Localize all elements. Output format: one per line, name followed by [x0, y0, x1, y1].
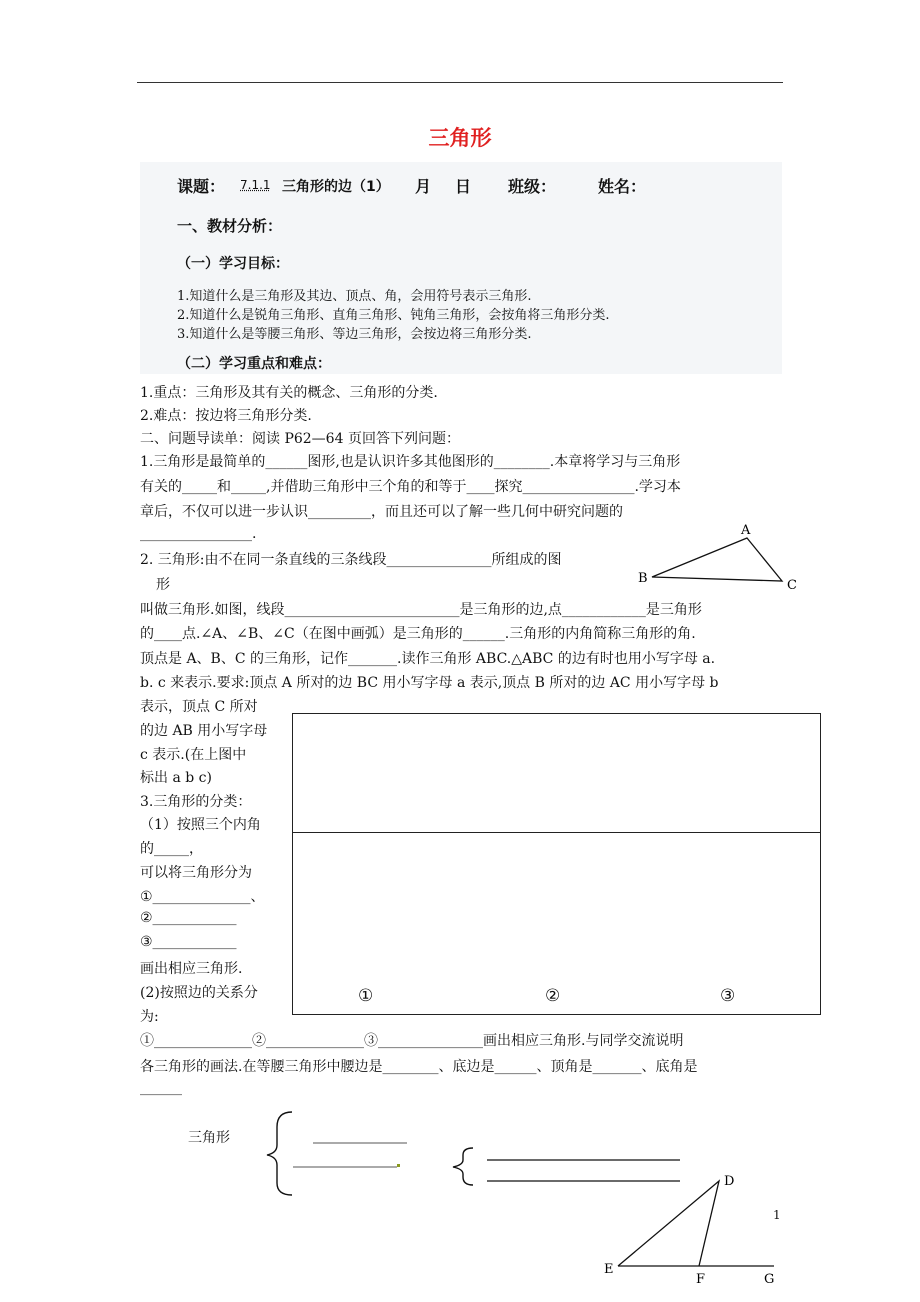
left-brace — [267, 1112, 292, 1195]
drawing-box[interactable] — [292, 713, 821, 1015]
student-name-label: 姓名： — [598, 177, 647, 196]
question-2-line: 表示，顶点 C 所对 — [140, 699, 258, 715]
tree-dot — [397, 1164, 400, 1167]
isosceles-line: 各三角形的画法.在等腰三角形中腰边是________、底边是______、顶角是_______、底角是 — [140, 1059, 698, 1075]
classification-text: （1）按照三个内角 — [140, 817, 261, 833]
question-2-line: 形 — [156, 577, 170, 593]
page-number: 1 — [773, 1208, 781, 1222]
question-1-line: ________________. — [140, 526, 257, 542]
box-label-1: ① — [358, 986, 374, 1006]
box-label-2: ② — [545, 986, 561, 1006]
day-label: 日 — [455, 177, 472, 196]
box-label-3: ③ — [720, 986, 736, 1006]
tree-root-label: 三角形 — [188, 1130, 230, 1146]
classification-text: ③____________ — [140, 934, 237, 950]
vertex-label-d: D — [724, 1174, 735, 1189]
class-label: 班级： — [508, 177, 557, 196]
lesson-name: 三角形的边（1） — [282, 179, 390, 195]
lesson-label: 课题： — [177, 177, 226, 196]
key-point: 1.重点：三角形及其有关的概念、三角形的分类. — [140, 385, 438, 401]
goal-item: 2.知道什么是锐角三角形、直角三角形、钝角三角形，会按角将三角形分类. — [177, 308, 610, 323]
question-1-line: 1.三角形是最简单的______图形,也是认识许多其他图形的________.本章将学习与三角形 — [140, 454, 681, 470]
triangle-def-figure — [596, 1165, 786, 1290]
subsection-key-points: （二）学习重点和难点： — [177, 356, 331, 372]
subsection-goals: （一）学习目标： — [177, 256, 289, 272]
vertex-label-e: E — [604, 1262, 614, 1277]
classification-text: 画出相应三角形. — [140, 961, 243, 977]
question-2-line: 顶点是 A、B、C 的三角形，记作_______.读作三角形 ABC.△ABC 的边有时也用小写字母 a. — [140, 651, 716, 667]
triangle-abc — [652, 538, 782, 581]
goal-item: 1.知道什么是三角形及其边、顶点、角，会用符号表示三角形. — [177, 289, 532, 304]
question-1-line: 有关的_____和_____,并借助三角形中三个角的和等于____探究________________.学习本 — [140, 479, 681, 495]
classification-text: 的边 AB 用小写字母 — [140, 723, 268, 739]
section-questions: 二、问题导读单：阅读 P62—64 页回答下列问题： — [140, 431, 460, 447]
question-2-line: 叫做三角形.如图，线段_________________________是三角形的边,点____________是三角形 — [140, 602, 702, 618]
classification-text: 可以将三角形分为 — [140, 865, 252, 881]
classification-text: ①______________、 — [140, 889, 265, 905]
isosceles-line-tail: ______ — [140, 1080, 182, 1096]
classification-text: 的_____， — [140, 841, 203, 857]
header-rule — [137, 82, 783, 83]
classification-text: 标出 a b c) — [140, 770, 212, 786]
classification-text: ②____________ — [140, 910, 237, 926]
question-2-line: 2. 三角形:由不在同一条直线的三条线段_______________所组成的图 — [140, 552, 562, 568]
classification-text: c 表示.(在上图中 — [140, 747, 247, 763]
triangle-abc-figure — [630, 520, 810, 595]
classification-text: 为: — [140, 1009, 159, 1025]
question-2-line: 的____点.∠A、∠B、∠C（在图中画弧）是三角形的______.三角形的内角简称三角形的角. — [140, 626, 696, 642]
lesson-number: 7.1.1 — [240, 178, 271, 192]
month-label: 月 — [415, 177, 432, 196]
side-classification-line: ①______________②______________③_______________画出相应三角形.与同学交流说明 — [140, 1033, 684, 1049]
right-brace — [453, 1148, 473, 1185]
vertex-label-c: C — [787, 578, 797, 593]
doc-title: 三角形 — [428, 126, 492, 150]
drawing-box-divider — [292, 832, 821, 833]
vertex-label-g: G — [764, 1272, 775, 1287]
section-analysis: 一、教材分析： — [177, 217, 283, 235]
vertex-label-a: A — [741, 523, 751, 538]
difficulty-point: 2.难点：按边将三角形分类. — [140, 408, 312, 424]
vertex-label-b: B — [638, 571, 648, 586]
vertex-label-f: F — [696, 1272, 706, 1287]
question-2-line: b. c 来表示.要求:顶点 A 所对的边 BC 用小写字母 a 表示,顶点 B 所对的边 AC 用小写字母 b — [140, 675, 719, 691]
classification-text: 3.三角形的分类： — [140, 794, 252, 810]
question-1-line: 章后，不仅可以进一步认识_________，而且还可以了解一些几何中研究问题的 — [140, 504, 623, 520]
triangle-def — [618, 1181, 719, 1266]
classification-text: (2)按照边的关系分 — [140, 985, 258, 1001]
goal-item: 3.知道什么是等腰三角形、等边三角形，会按边将三角形分类. — [177, 327, 532, 342]
